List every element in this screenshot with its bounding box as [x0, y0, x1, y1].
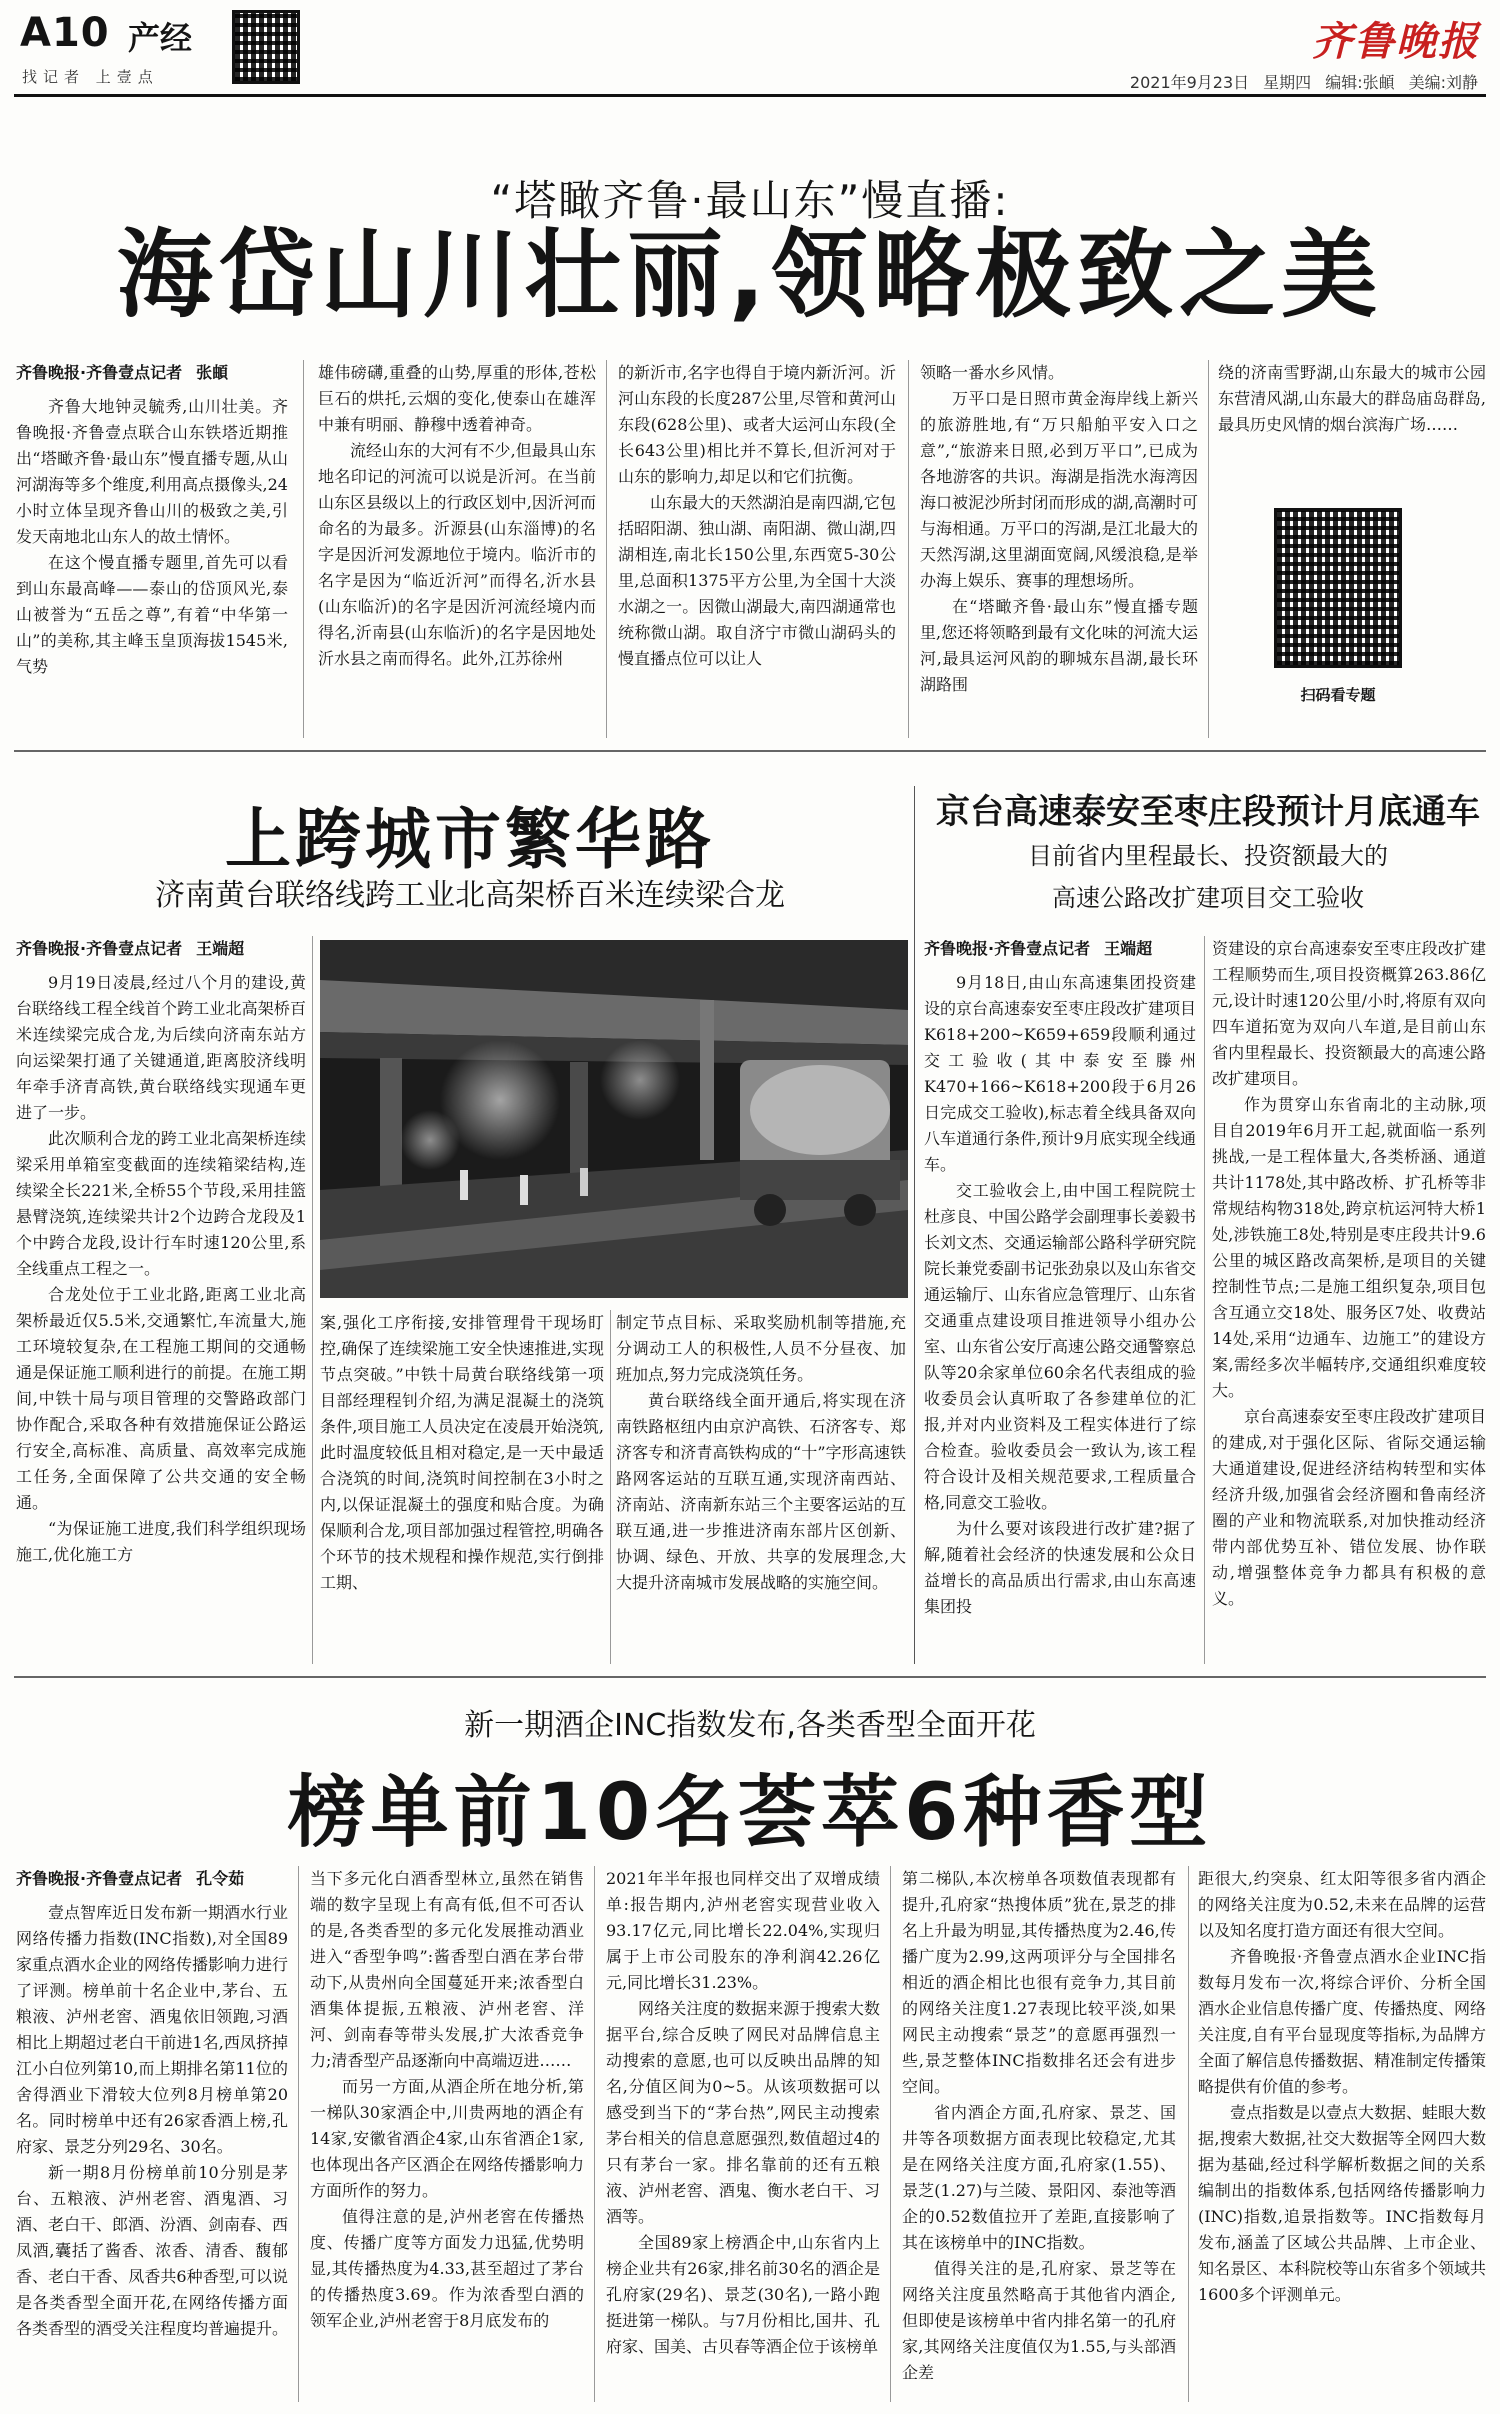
byline-label: 齐鲁晚报·齐鲁壹点记者	[16, 363, 183, 382]
brand-logo: 齐鲁晚报	[1312, 18, 1480, 65]
paragraph: 领略一番水乡风情。	[920, 363, 1065, 382]
article3-headline: 京台高速泰安至枣庄段预计月底通车	[936, 792, 1480, 832]
article4-headline: 榜单前10名荟萃6种香型	[287, 1768, 1213, 1858]
paragraph: 9月19日凌晨,经过八个月的建设,黄台联络线工程全线首个跨工业北高架桥百米连续梁完成合龙,为后续向济南东站方向运梁架打通了关键通道,距离胶济线明年牵手济青高铁,黄台联络线实现通车更进了一步。	[16, 973, 306, 1122]
construction-photo	[320, 940, 908, 1298]
article1-column-5	[1218, 360, 1486, 500]
article4-column-1	[16, 1866, 288, 2406]
article1-text-5	[1218, 360, 1486, 438]
article4-text-2	[310, 1866, 584, 2334]
article4-text-1	[16, 1900, 288, 2342]
article4-text-5	[1198, 1866, 1486, 2308]
article2-column-3	[616, 1310, 906, 1666]
paragraph: 雄伟磅礴,重叠的山势,厚重的形体,苍松巨石的烘托,云烟的变化,使泰山在雄浑中兼有明丽、静穆中透着神奇。	[318, 363, 596, 434]
paragraph: 网络关注度的数据来源于搜索大数据平台,综合反映了网民对品牌信息主动搜索的意愿,也可以反映出品牌的知名,分值区间为0~5。从该项数据可以感受到当下的“茅台热”,网民主动搜索茅台相关的信息意愿强烈,数值超过4的只有茅台一家。排名靠前的还有五粮液、泸州老窖、酒鬼、衡水老白干、习酒等。	[606, 1999, 880, 2226]
article1-text-1	[16, 394, 288, 680]
paragraph: 在这个慢直播专题里,首先可以看到山东最高峰——泰山的岱顶风光,泰山被誉为“五岳之尊”,有着“中华第一山”的美称,其主峰玉皇顶海拔1545米,气势	[16, 553, 288, 676]
article1-column-1	[16, 360, 288, 740]
designer-credit: 美编:刘静	[1408, 73, 1478, 92]
section-name: 产经	[128, 19, 193, 57]
column-divider	[594, 1866, 595, 2402]
paragraph: 新一期8月份榜单前10分别是茅台、五粮液、泸州老窖、酒鬼酒、习酒、老白干、郎酒、汾酒、剑南春、西凤酒,囊括了酱香、浓香、清香、馥郁香、老白干香、凤香共6种香型,可以说是各类香型全面开花,在网络传播方面各类香型的酒受关注程度均普遍提升。	[16, 2163, 288, 2338]
byline-name: 王端超	[1104, 939, 1153, 958]
article3-byline	[924, 936, 1196, 962]
article1-kicker: “塔瞰齐鲁·最山东”慢直播:	[490, 176, 1010, 225]
section-rule	[14, 1676, 1486, 1678]
column-divider	[303, 360, 304, 738]
byline-label: 齐鲁晚报·齐鲁壹点记者	[16, 1869, 183, 1888]
paragraph: “为保证施工进度,我们科学组织现场施工,优化施工方	[16, 1519, 306, 1564]
paragraph: 9月18日,由山东高速集团投资建设的京台高速泰安至枣庄段改扩建项目K618+200~K659+659段顺利通过交工验收(其中泰安至滕州K470+166~K618+200段于6月26日完成交工验收),标志着全线具备双向八车道通行条件,预计9月底实现全线通车。	[924, 973, 1196, 1174]
paragraph: 合龙处位于工业北路,距离工业北高架桥最近仅5.5米,交通繁忙,车流量大,施工环境较复杂,在工程施工期间的交通畅通是保证施工顺利进行的前提。在施工期间,中铁十局与项目管理的交警路政部门协作配合,采取各种有效措施保证公路运行安全,高标准、高质量、高效率完成施工任务,全面保障了公共交通的安全畅通。	[16, 1285, 306, 1512]
paragraph: 的新沂市,名字也得自于境内新沂河。沂河山东段的长度287公里,尽管和黄河山东段(628公里)、或者大运河山东段(全长643公里)相比并不算长,但沂河对于山东的影响力,却足以和它们抗衡。	[618, 363, 896, 486]
paragraph: 第二梯队,本次榜单各项数值表现都有提升,孔府家“热搜体质”犹在,景芝的排名上升最为明显,其传播热度为2.46,传播广度为2.99,这两项评分与全国排名相近的酒企相比也很有竞争力,其目前的网络关注度1.27表现比较平淡,如果网民主动搜索“景芝”的意愿再强烈一些,景芝整体INC指数排名还会有进步空间。	[902, 1869, 1176, 2096]
header-qr-code[interactable]	[232, 10, 300, 84]
article4-column-3	[606, 1866, 880, 2406]
byline-name: 王端超	[196, 939, 245, 958]
paragraph: 齐鲁大地钟灵毓秀,山川壮美。齐鲁晚报·齐鲁壹点联合山东铁塔近期推出“塔瞰齐鲁·最山东”慢直播专题,从山河湖海等多个维度,利用高点摄像头,24小时立体呈现齐鲁山川的极致之美,引发天南地北山东人的故土情怀。	[16, 397, 288, 546]
article2-headline: 上跨城市繁华路	[225, 801, 715, 878]
article1-column-3	[618, 360, 896, 740]
article3-column-2	[1212, 936, 1486, 1666]
article2-subhead: 济南黄台联络线跨工业北高架桥百米连续梁合龙	[155, 878, 785, 913]
article4-kicker: 新一期酒企INC指数发布,各类香型全面开花	[464, 1708, 1036, 1743]
issue-date: 2021年9月23日	[1129, 73, 1250, 92]
article2-column-1	[16, 936, 306, 1666]
article-divider	[914, 786, 915, 1664]
paragraph: 壹点指数是以壹点大数据、蛙眼大数据,搜索大数据,社交大数据等全网四大数据为基础,经过科学解析数据之间的关系编制出的指数体系,包括网络传播影响力(INC)指数,追景指数等。INC指数每月发布,涵盖了区域公共品牌、上市企业、知名景区、本科院校等山东省多个领域共1600多个评测单元。	[1198, 2103, 1486, 2304]
paragraph: 齐鲁晚报·齐鲁壹点酒水企业INC指数每月发布一次,将综合评价、分析全国酒水企业信息传播广度、传播热度、网络关注度,自有平台显现度等指标,为品牌方全面了解信息传播数据、精准制定传播策略提供有价值的参考。	[1198, 1947, 1486, 2096]
header-slogan: 找记者 上壹点	[22, 68, 159, 86]
byline-name: 孔令茹	[196, 1869, 245, 1888]
issue-weekday: 星期四	[1263, 73, 1312, 92]
article3-column-1	[924, 936, 1196, 1666]
byline-label: 齐鲁晚报·齐鲁壹点记者	[16, 939, 183, 958]
article4-column-4	[902, 1866, 1176, 2406]
article1-text-4	[920, 360, 1198, 698]
article1-column-4	[920, 360, 1198, 740]
paragraph: 为什么要对该段进行改扩建?据了解,随着社会经济的快速发展和公众日益增长的高品质出行需求,由山东高速集团投	[924, 1519, 1196, 1616]
column-divider	[1204, 936, 1205, 1664]
paragraph: 2021年半年报也同样交出了双增成绩单:报告期内,泸州老窖实现营业收入93.17亿元,同比增长22.04%,实现归属于上市公司股东的净利润42.26亿元,同比增长31.23%。	[606, 1869, 880, 1992]
paragraph: 全国89家上榜酒企中,山东省内上榜企业共有26家,排名前30名的酒企是孔府家(29名)、景芝(30名),一路小跑挺进第一梯队。与7月份相比,国井、孔府家、国美、古贝春等酒企位于该榜单	[606, 2233, 880, 2356]
article4-text-4	[902, 1866, 1176, 2386]
paragraph: 流经山东的大河有不少,但最具山东地名印记的河流可以说是沂河。在当前山东区县级以上的行政区划中,因沂河而命名的为最多。沂源县(山东淄博)的名字是因沂河发源地位于境内。临沂市的名字是因为“临近沂河”而得名,沂水县(山东临沂)的名字是因沂河流经境内而得名,沂南县(山东临沂)的名字是因地处沂水县之南而得名。此外,江苏徐州	[318, 441, 596, 668]
paragraph: 资建设的京台高速泰安至枣庄段改扩建工程顺势而生,项目投资概算263.86亿元,设计时速120公里/小时,将原有双向四车道拓宽为双向八车道,是目前山东省内里程最长、投资额最大的高速公路改扩建项目。	[1212, 939, 1486, 1088]
column-divider	[908, 360, 909, 738]
paragraph: 绕的济南雪野湖,山东最大的城市公园东营清风湖,山东最大的群岛庙岛群岛,最具历史风情的烟台滨海广场……	[1218, 363, 1486, 434]
paragraph: 距很大,约突泉、红太阳等很多省内酒企的网络关注度为0.52,未来在品牌的运营以及知名度打造方面还有很大空间。	[1198, 1869, 1486, 1940]
article2-text-2	[320, 1310, 604, 1596]
article4-column-2	[310, 1866, 584, 2406]
article1-column-2	[318, 360, 596, 740]
page-header	[0, 0, 1500, 100]
paragraph: 当下多元化白酒香型林立,虽然在销售端的数字呈现上有高有低,但不可否认的是,各类香型的多元化发展推动酒业进入“香型争鸣”:酱香型白酒在茅台带动下,从贵州向全国蔓延开来;浓香型白酒集体提振,五粮液、泸州老窖、洋河、剑南春等带头发展,扩大浓香竞争力;清香型产品逐渐向中高端迈进……	[310, 1869, 584, 2070]
paragraph: 案,强化工序衔接,安排管理骨干现场盯控,确保了连续梁施工安全快速推进,实现节点突破。”中铁十局黄台联络线第一项目部经理程钊介绍,为满足混凝土的浇筑条件,项目施工人员决定在凌晨开始浇筑,此时温度较低且相对稳定,是一天中最适合浇筑的时间,浇筑时间控制在3小时之内,以保证混凝土的强度和贴合度。为确保顺利合龙,项目部加强过程管控,明确各个环节的技术规程和操作规范,实行倒排工期、	[320, 1313, 604, 1592]
paragraph: 作为贯穿山东省南北的主动脉,项目自2019年6月开工起,就面临一系列挑战,一是工程体量大,各类桥涵、通道共计1178处,其中路改桥、扩孔桥等非常规结构物318处,跨京杭运河特大桥1处,涉铁施工8处,特别是枣庄段共计9.6公里的城区路改高架桥,是项目的关键控制性节点;二是施工组织复杂,项目包含互通立交18处、服务区7处、收费站14处,采用“边通车、边施工”的建设方案,需经多次半幅转序,交通组织难度较大。	[1212, 1095, 1486, 1400]
byline-name: 张頔	[196, 363, 229, 382]
paragraph: 省内酒企方面,孔府家、景芝、国井等各项数据方面表现比较稳定,尤其是在网络关注度方面,孔府家(1.55)、景芝(1.27)与兰陵、景阳冈、泰池等酒企的0.52数值拉开了差距,直接影响了其在该榜单中的INC指数。	[902, 2103, 1176, 2252]
paragraph: 值得注意的是,泸州老窖在传播热度、传播广度等方面发力迅猛,优势明显,其传播热度为4.33,甚至超过了茅台的传播热度3.69。作为浓香型白酒的领军企业,泸州老窖于8月底发布的	[310, 2207, 584, 2330]
article2-column-2	[320, 1310, 604, 1666]
column-divider	[606, 360, 607, 738]
article2-text-1	[16, 970, 306, 1568]
section-rule	[14, 750, 1486, 752]
article2-text-3	[616, 1310, 906, 1596]
paragraph: 山东最大的天然湖泊是南四湖,它包括昭阳湖、独山湖、南阳湖、微山湖,四湖相连,南北长150公里,东西宽5-30公里,总面积1375平方公里,为全国十大淡水湖之一。因微山湖最大,南四湖通常也统称微山湖。取自济宁市微山湖码头的慢直播点位可以让人	[618, 493, 896, 668]
dateline	[1116, 70, 1478, 93]
construction-photo-graphic	[320, 940, 908, 1298]
column-divider	[298, 1866, 299, 2402]
column-divider	[1188, 1866, 1189, 2402]
qr-caption: 扫码看专题	[1300, 686, 1376, 704]
article2-byline	[16, 936, 306, 962]
article3-text-2	[1212, 936, 1486, 1612]
article4-byline	[16, 1866, 288, 1892]
article1-byline	[16, 360, 288, 386]
article1-text-2	[318, 360, 596, 672]
article4-text-3	[606, 1866, 880, 2360]
article3-subhead-1: 目前省内里程最长、投资额最大的	[1028, 842, 1388, 870]
paragraph: 壹点智库近日发布新一期酒水行业网络传播力指数(INC指数),对全国89家重点酒水企业的网络传播影响力进行了评测。榜单前十名企业中,茅台、五粮液、泸州老窖、酒鬼依旧领跑,习酒相比上期超过老白干前进1名,西凤挤掉江小白位列第10,而上期排名第11位的舍得酒业下滑较大位列8月榜单第20名。同时榜单中还有26家香酒上榜,孔府家、景芝分列29名、30名。	[16, 1903, 288, 2156]
paragraph: 在“塔瞰齐鲁·最山东”慢直播专题里,您还将领略到最有文化味的河流大运河,最具运河风韵的聊城东昌湖,最长环湖路围	[920, 597, 1198, 694]
editor-credit: 编辑:张頔	[1325, 73, 1395, 92]
article3-text-1	[924, 970, 1196, 1620]
column-divider	[312, 936, 313, 1664]
article4-column-5	[1198, 1866, 1486, 2406]
paragraph: 京台高速泰安至枣庄段改扩建项目的建成,对于强化区际、省际交通运输大通道建设,促进经济结构转型和实体经济升级,加强省会经济圈和鲁南经济圈的产业和物流联系,对加快推动经济带内部优势互补、错位发展、协作联动,增强整体竞争力都具有积极的意义。	[1212, 1407, 1486, 1608]
paragraph: 而另一方面,从酒企所在地分析,第一梯队30家酒企中,川贵两地的酒企有14家,安徽省酒企4家,山东省酒企1家,也体现出各产区酒企在网络传播影响力方面所作的努力。	[310, 2077, 584, 2200]
paragraph: 值得关注的是,孔府家、景芝等在网络关注度虽然略高于其他省内酒企,但即使是该榜单中省内排名第一的孔府家,其网络关注度值仅为1.55,与头部酒企差	[902, 2259, 1176, 2382]
column-divider	[610, 1310, 611, 1664]
column-divider	[1208, 360, 1209, 738]
byline-label: 齐鲁晚报·齐鲁壹点记者	[924, 939, 1091, 958]
paragraph: 交工验收会上,由中国工程院院士杜彦良、中国公路学会副理事长姜毅书长刘文杰、交通运输部公路科学研究院院长兼党委副书记张劲泉以及山东省交通运输厅、山东省应急管理厅、山东省交通重点建设项目推进领导小组办公室、山东省公安厅高速公路交通警察总队等20余家单位60余名代表组成的验收委员会认真听取了各参建单位的汇报,并对内业资料及工程实体进行了综合检查。验收委员会一致认为,该工程符合设计及相关规范要求,工程质量合格,同意交工验收。	[924, 1181, 1196, 1512]
page-number: A10	[20, 10, 110, 56]
paragraph: 此次顺利合龙的跨工业北高架桥连续梁采用单箱室变截面的连续箱梁结构,连续梁全长221米,全桥55个节段,采用挂篮悬臂浇筑,连续梁共计2个边跨合龙段及1个中跨合龙段,设计行车时速120公里,系全线重点工程之一。	[16, 1129, 306, 1278]
header-rule	[14, 94, 1486, 97]
paragraph: 万平口是日照市黄金海岸线上新兴的旅游胜地,有“万只船舶平安入口之意”,“旅游来日照,必到万平口”,已成为各地游客的共识。海湖是指洗水海湾因海口被泥沙所封闭而形成的湖,高潮时可与海相通。万平口的泻湖,是江北最大的天然泻湖,这里湖面宽阔,风缓浪稳,是举办海上娱乐、赛事的理想场所。	[920, 389, 1198, 590]
paragraph: 黄台联络线全面开通后,将实现在济南铁路枢纽内由京沪高铁、石济客专、郑济客专和济青高铁构成的“十”字形高速铁路网客运站的互联互通,实现济南西站、济南站、济南新东站三个主要客运站的互联互通,进一步推进济南东部片区创新、协调、绿色、开放、共享的发展理念,大大提升济南城市发展战略的实施空间。	[616, 1391, 906, 1592]
article1-qr-code[interactable]	[1274, 508, 1402, 668]
article3-subhead-2: 高速公路改扩建项目交工验收	[1052, 884, 1364, 912]
paragraph: 制定节点目标、采取奖励机制等措施,充分调动工人的积极性,人员不分昼夜、加班加点,努力完成浇筑任务。	[616, 1313, 906, 1384]
column-divider	[890, 1866, 891, 2402]
article1-text-3	[618, 360, 896, 672]
article1-headline: 海岱山川壮丽,领略极致之美	[116, 219, 1384, 331]
